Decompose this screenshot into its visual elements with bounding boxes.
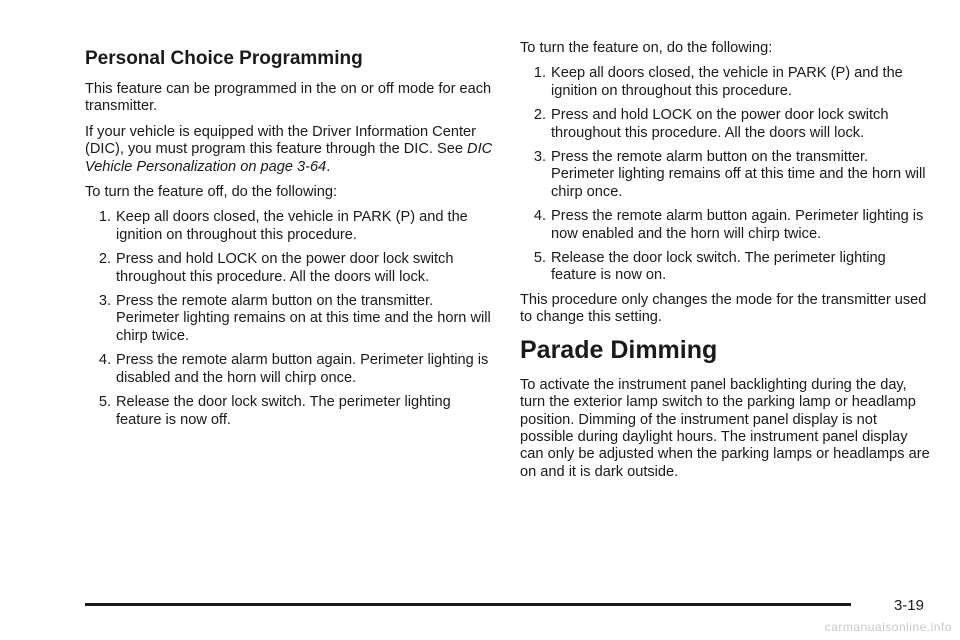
list-item (520, 250, 930, 285)
step-number: 5. (533, 250, 546, 267)
step-number: 4. (98, 352, 111, 369)
step-text: Press the remote alarm button on the transmitter. Perimeter lighting remains on at this time and the horn will chirp twice. (116, 293, 491, 344)
paragraph-mode-info: This feature can be programmed in the on or off mode for each transmitter. (85, 81, 492, 115)
step-number: 5. (98, 394, 111, 411)
paragraph-parade-dimming: To activate the instrument panel backlighting during the day, turn the exterior lamp switch to the parking lamp or headlamp position. Dimming of the instrument panel display is not possible during daylight hours. The instrument panel display can only be adjusted when the parking lamps or headlamps are on and it is dark outside. (520, 376, 930, 480)
list-item (85, 293, 495, 345)
step-number: 3. (98, 293, 111, 310)
step-text: Release the door lock switch. The perimeter lighting feature is now on. (551, 250, 886, 284)
turn-on-steps-list (520, 65, 930, 284)
page-number: 3-19 (893, 597, 924, 614)
step-text: Press the remote alarm button on the transmitter. Perimeter lighting remains off at this time and the horn will chirp once. (551, 149, 926, 200)
step-number: 2. (533, 107, 546, 124)
paragraph-turn-on-intro: To turn the feature on, do the following: (520, 40, 773, 56)
watermark: carmanualsonline.info (824, 620, 952, 634)
paragraph-turn-off-intro: To turn the feature off, do the following: (85, 184, 338, 201)
step-text: Keep all doors closed, the vehicle in PARK (P) and the ignition on throughout this procedure. (551, 65, 903, 99)
list-item (85, 209, 495, 244)
step-text: Press the remote alarm button again. Perimeter lighting is disabled and the horn will chirp once. (116, 352, 489, 386)
list-item (520, 65, 930, 100)
list-item (85, 251, 495, 286)
list-item (85, 352, 495, 387)
list-item (520, 208, 930, 243)
left-column (85, 40, 495, 436)
step-text: Press and hold LOCK on the power door lock switch throughout this procedure. All the doors will lock. (551, 107, 889, 141)
list-item (520, 149, 930, 201)
dic-text: If your vehicle is equipped with the Driver Information Center (DIC), you must program this feature through the DIC. See (85, 123, 476, 158)
step-number: 2. (98, 251, 111, 268)
step-text: Keep all doors closed, the vehicle in PARK (P) and the ignition on throughout this procedure. (116, 209, 468, 243)
dic-cross-reference: DIC Vehicle Personalization on page 3-64 (85, 141, 493, 175)
step-number: 1. (98, 209, 111, 226)
section-heading-personal-choice: Personal Choice Programming (85, 48, 363, 69)
right-column (520, 40, 930, 489)
list-item (520, 107, 930, 142)
list-item (85, 394, 495, 429)
step-number: 4. (533, 208, 546, 225)
step-number: 3. (533, 149, 546, 166)
step-number: 1. (533, 65, 546, 82)
turn-off-steps-list (85, 209, 495, 428)
dic-text-end: . (326, 158, 331, 175)
paragraph-dic-info (85, 124, 495, 176)
step-text: Press and hold LOCK on the power door lock switch throughout this procedure. All the doors will lock. (116, 251, 454, 285)
section-heading-parade-dimming: Parade Dimming (520, 335, 718, 364)
paragraph-procedure-note: This procedure only changes the mode for the transmitter used to change this setting. (520, 291, 927, 326)
step-text: Press the remote alarm button again. Perimeter lighting is now enabled and the horn will chirp twice. (551, 208, 924, 242)
step-text: Release the door lock switch. The perimeter lighting feature is now off. (116, 394, 451, 428)
footer-rule (85, 603, 851, 606)
